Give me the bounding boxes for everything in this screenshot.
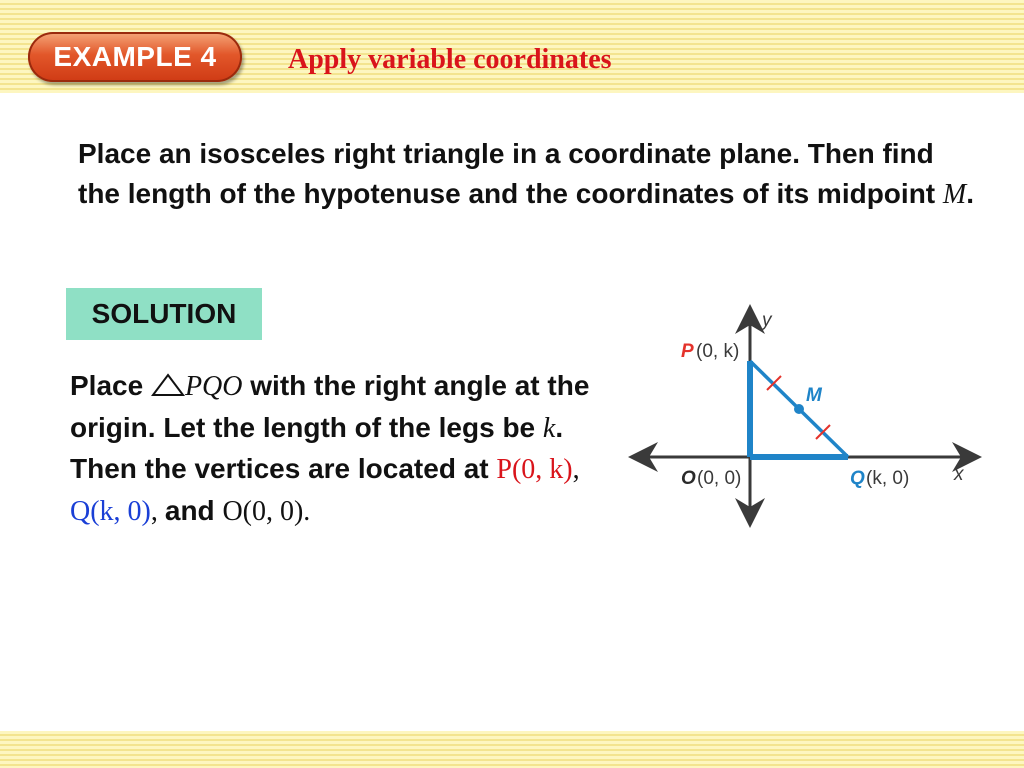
page-title: Apply variable coordinates — [288, 44, 612, 75]
solution-label: SOLUTION — [66, 288, 262, 340]
triangle-name: PQO — [184, 371, 243, 402]
point-q-name: Q — [850, 468, 865, 489]
comma-1: , — [572, 454, 580, 485]
problem-statement — [78, 134, 978, 215]
triangle-symbol-icon — [151, 373, 185, 397]
y-axis-label: y — [762, 310, 772, 331]
point-o-name: O — [681, 468, 696, 489]
explanation-text — [70, 366, 630, 532]
vertex-p-coords: P(0, k) — [496, 454, 573, 485]
point-p-coords: (0, k) — [696, 341, 740, 362]
x-axis-label: x — [954, 464, 964, 485]
example-badge: EXAMPLE 4 — [28, 32, 242, 82]
midpoint-variable: M — [942, 179, 967, 210]
vertex-o-coords: O(0, 0). — [222, 495, 311, 527]
leg-length-variable: k — [542, 412, 556, 444]
comma-2: , — [150, 495, 165, 527]
explanation-part-2: with the right angle at the origin. Let the length of the legs be — [70, 370, 590, 443]
vertex-q-coords: Q(k, 0) — [70, 495, 151, 527]
midpoint-dot — [794, 404, 804, 414]
point-o-coords: (0, 0) — [697, 468, 742, 489]
explanation-part-1: Place — [70, 370, 144, 401]
problem-period: . — [966, 178, 975, 209]
problem-text: Place an isosceles right triangle in a coordinate plane. Then find the length of the hypotenuse and the coordinates of its midpoint — [78, 138, 936, 209]
and-word: and — [164, 494, 215, 526]
point-q-coords: (k, 0) — [866, 468, 910, 489]
coordinate-diagram — [626, 300, 986, 530]
midpoint-label: M — [806, 385, 822, 406]
point-p-name: P — [681, 341, 694, 362]
explanation-part-3: . Then the vertices are located at — [70, 411, 564, 484]
footer-band — [0, 731, 1024, 768]
